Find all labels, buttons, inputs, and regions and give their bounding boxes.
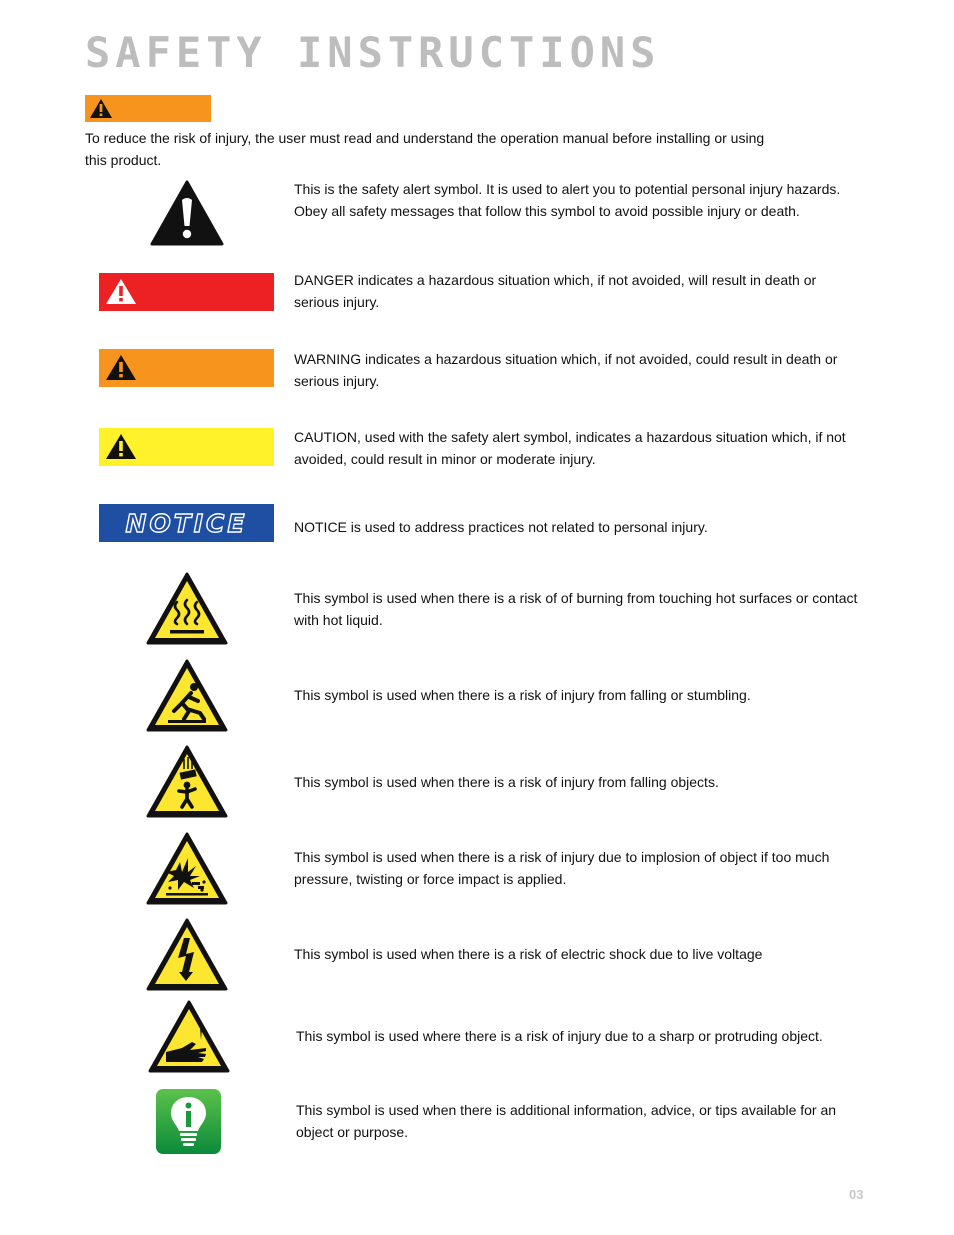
alert-triangle-icon bbox=[105, 278, 137, 305]
notice-label: NOTICE bbox=[125, 508, 248, 538]
hot-surface-icon bbox=[146, 572, 228, 646]
electric-shock-description: This symbol is used when there is a risk of electric shock due to live voltage bbox=[294, 946, 763, 962]
electric-shock-icon bbox=[146, 918, 228, 992]
notice-banner bbox=[99, 504, 274, 542]
safety-alert-symbol-icon bbox=[150, 180, 224, 246]
caution-banner bbox=[99, 428, 274, 466]
intro-text: To reduce the risk of injury, the user must read and understand the operation manual before installing or using this product. bbox=[85, 130, 765, 168]
sharp-object-icon bbox=[148, 1000, 230, 1074]
slip-fall-description: This symbol is used when there is a risk of injury from falling or stumbling. bbox=[294, 687, 751, 703]
info-lightbulb-icon bbox=[155, 1088, 222, 1155]
info-description: This symbol is used when there is additional information, advice, or tips available for an object or purpose. bbox=[296, 1102, 837, 1140]
danger-banner bbox=[99, 273, 274, 311]
falling-objects-icon bbox=[146, 745, 228, 819]
implosion-description: This symbol is used when there is a risk of injury due to implosion of object if too much pressure, twisting or force impact is applied. bbox=[294, 849, 830, 887]
slip-fall-icon bbox=[146, 659, 228, 733]
sharp-object-description: This symbol is used where there is a risk of injury due to a sharp or protruding object. bbox=[296, 1028, 823, 1044]
safety-alert-description: This is the safety alert symbol. It is used to alert you to potential personal injury hazards. Obey all safety messages that follow this symbol to avoid possible injury or death. bbox=[294, 181, 841, 219]
warning-banner bbox=[99, 349, 274, 387]
alert-triangle-icon bbox=[89, 98, 113, 119]
notice-description: NOTICE is used to address practices not related to personal injury. bbox=[294, 519, 708, 535]
intro-warning-banner bbox=[85, 95, 211, 122]
alert-triangle-icon bbox=[105, 433, 137, 460]
alert-triangle-icon bbox=[105, 354, 137, 381]
page-title: SAFETY INSTRUCTIONS bbox=[85, 28, 661, 77]
hot-surface-description: This symbol is used when there is a risk of of burning from touching hot surfaces or contact with hot liquid. bbox=[294, 590, 858, 628]
implosion-icon bbox=[146, 832, 228, 906]
danger-description: DANGER indicates a hazardous situation which, if not avoided, will result in death or serious injury. bbox=[294, 272, 817, 310]
warning-description: WARNING indicates a hazardous situation which, if not avoided, could result in death or serious injury. bbox=[294, 351, 838, 389]
page-number: 03 bbox=[849, 1187, 864, 1202]
falling-objects-description: This symbol is used when there is a risk of injury from falling objects. bbox=[294, 774, 719, 790]
caution-description: CAUTION, used with the safety alert symbol, indicates a hazardous situation which, if not avoided, could result in minor or moderate injury. bbox=[294, 429, 846, 467]
